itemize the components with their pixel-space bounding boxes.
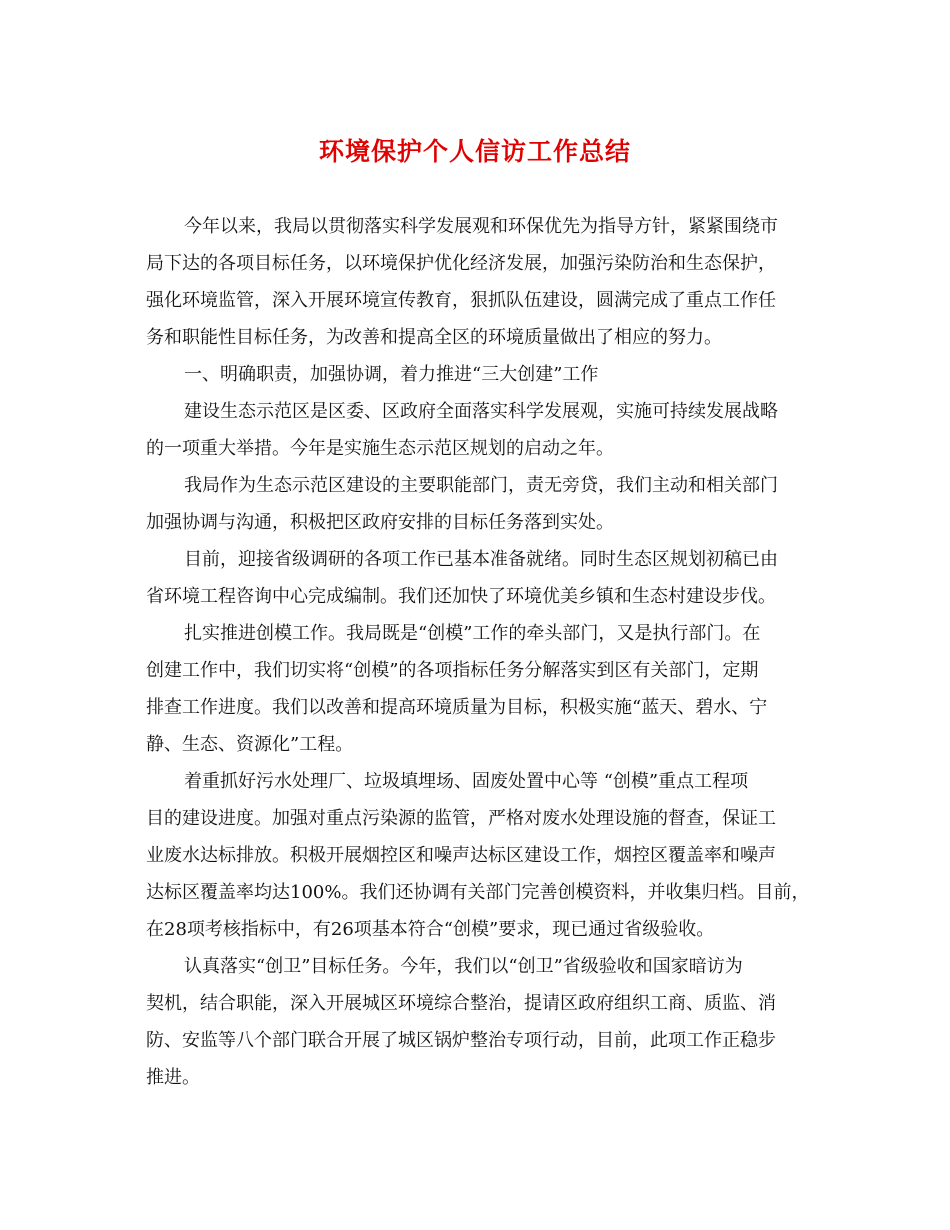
text-line: 业废水达标排放。积极开展烟控区和噪声达标区建设工作，烟控区覆盖率和噪声 [146,845,776,866]
text-line: 在28项考核指标中，有26项基本符合“创模”要求，现已通过省级验收。 [146,919,715,940]
text-line: 目前，迎接省级调研的各项工作已基本准备就绪。同时生态区规划初稿已由 [184,549,778,570]
text-line: 一、明确职责，加强协调，着力推进“三大创建”工作 [184,364,599,385]
text-line: 排查工作进度。我们以改善和提高环境质量为目标，积极实施“蓝天、碧水、宁 [146,697,768,718]
text-line: 建设生态示范区是区委、区政府全面落实科学发展观，实施可持续发展战略 [184,401,778,422]
text-line: 局下达的各项目标任务，以环境保护优化经济发展，加强污染防治和生态保护， [146,253,776,274]
text-line: 认真落实“创卫”目标任务。今年，我们以“创卫”省级验收和国家暗访为 [184,956,743,977]
text-line: 达标区覆盖率均达100%。我们还协调有关部门完善创模资料，并收集归档。目前， [146,882,810,903]
document-body [146,208,810,1096]
text-line: 的一项重大举措。今年是实施生态示范区规划的启动之年。 [146,438,614,459]
page-title: 环境保护个人信访工作总结 [318,137,631,166]
text-line: 创建工作中，我们切实将“创模”的各项指标任务分解落实到区有关部门，定期 [146,660,759,681]
text-line: 强化环境监管，深入开展环境宣传教育，狠抓队伍建设，圆满完成了重点工作任 [146,290,776,311]
text-line: 目的建设进度。加强对重点污染源的监管，严格对废水处理设施的督查，保证工 [146,808,776,829]
text-line: 着重抓好污水处理厂、垃圾填埋场、固废处置中心等 “创模”重点工程项 [184,771,749,792]
text-line: 推进。 [146,1067,200,1088]
text-line: 省环境工程咨询中心完成编制。我们还加快了环境优美乡镇和生态村建设步伐。 [146,586,776,607]
text-line: 静、生态、资源化”工程。 [146,734,354,755]
text-line: 防、安监等八个部门联合开展了城区锅炉整治专项行动，目前，此项工作正稳步 [146,1030,776,1051]
text-line: 今年以来，我局以贯彻落实科学发展观和环保优先为指导方针，紧紧围绕市 [184,216,778,237]
text-line: 加强协调与沟通，积极把区政府安排的目标任务落到实处。 [146,512,614,533]
text-line: 我局作为生态示范区建设的主要职能部门，责无旁贷，我们主动和相关部门 [184,475,778,496]
text-line: 扎实推进创模工作。我局既是“创模”工作的牵头部门，又是执行部门。在 [184,623,761,644]
text-line: 务和职能性目标任务，为改善和提高全区的环境质量做出了相应的努力。 [146,327,722,348]
text-line: 契机，结合职能，深入开展城区环境综合整治，提请区政府组织工商、质监、消 [146,993,776,1014]
